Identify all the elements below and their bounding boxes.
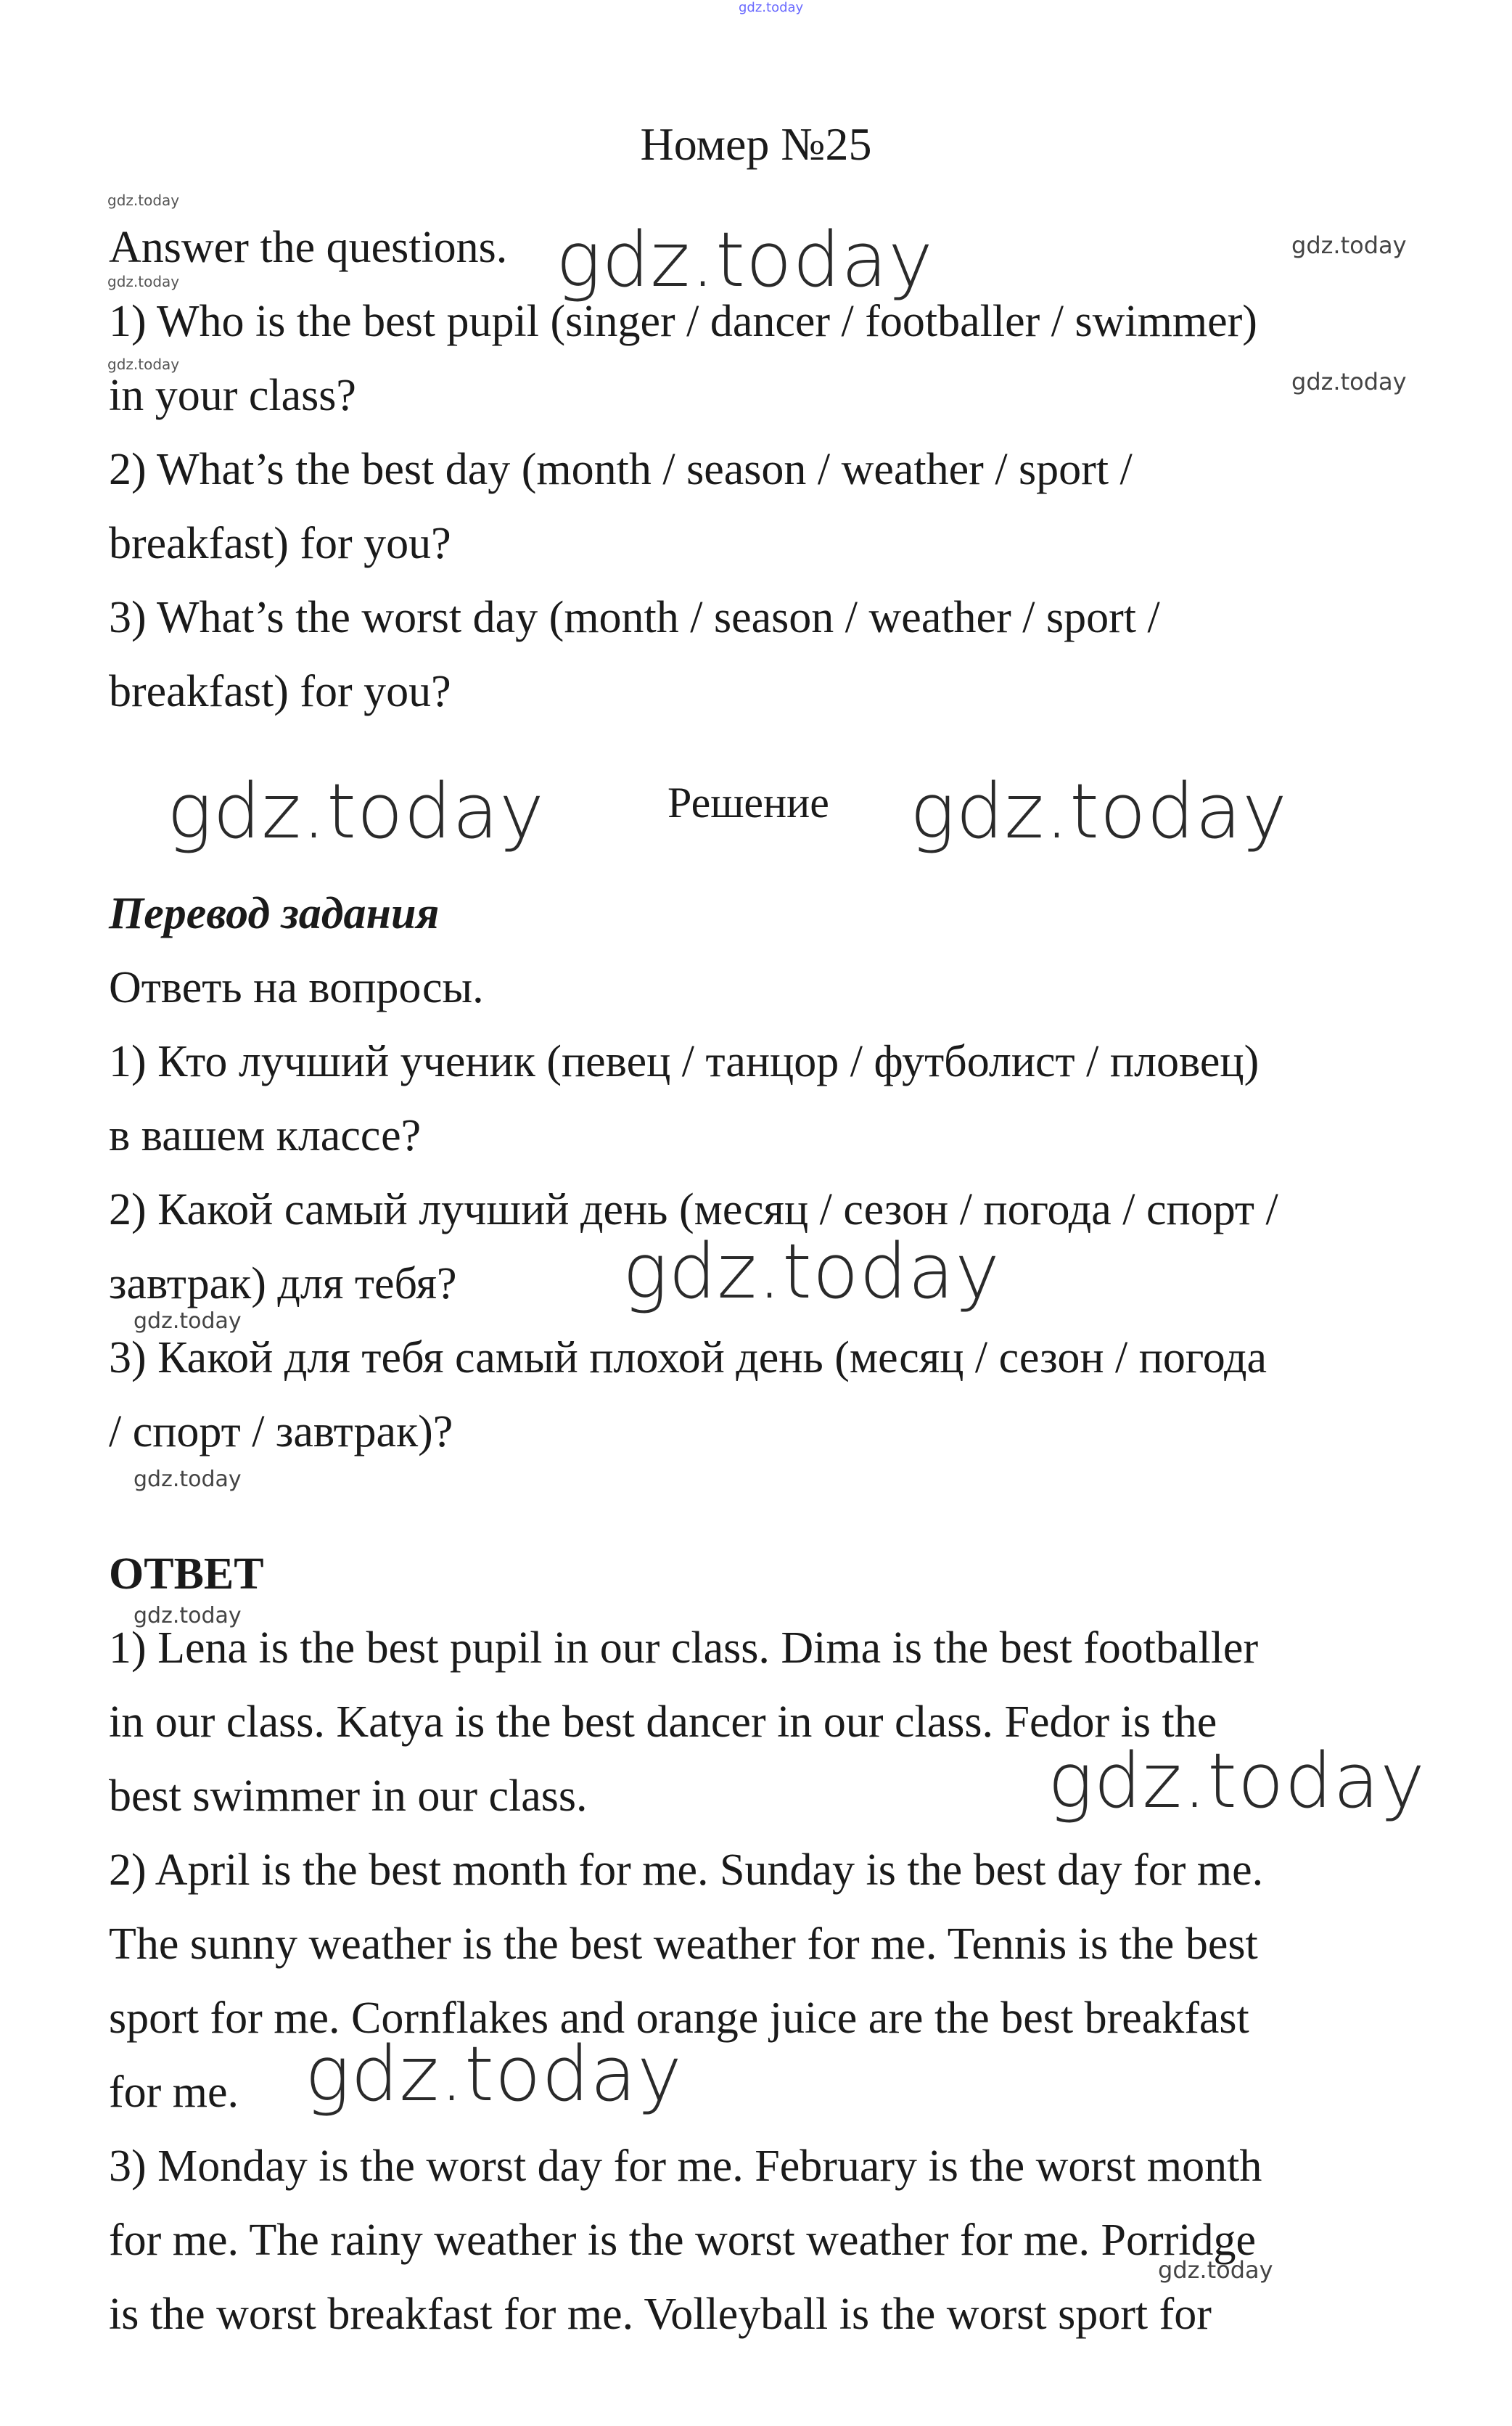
watermark-large: gdz.today — [623, 1227, 1001, 1316]
task-line: 2) What’s the best day (month / season / weather / sport / — [109, 445, 1133, 494]
watermark-medium: gdz.today — [1158, 2256, 1273, 2284]
answer-line: 1) Lena is the best pupil in our class. Dima is the best footballer — [109, 1623, 1259, 1673]
translation-line: завтрак) для тебя? — [109, 1259, 457, 1308]
answer-line: in our class. Katya is the best dancer in our class. Fedor is the — [109, 1697, 1217, 1747]
answer-line: is the worst breakfast for me. Volleyball is the worst sport for — [109, 2290, 1212, 2339]
answer-line: 2) April is the best month for me. Sunday is the best day for me. — [109, 1845, 1264, 1895]
answer-line: 3) Monday is the worst day for me. February is the worst month — [109, 2142, 1262, 2191]
watermark-large: gdz.today — [1048, 1737, 1426, 1825]
watermark-small: gdz.today — [133, 1308, 242, 1334]
translation-line: 3) Какой для тебя самый плохой день (месяц / сезон / погода — [109, 1333, 1267, 1382]
task-line: 1) Who is the best pupil (singer / dancer / footballer / swimmer) — [109, 297, 1257, 346]
answer-line: for me. The rainy weather is the worst weather for me. Porridge — [109, 2216, 1257, 2265]
solution-heading: Решение — [667, 779, 829, 827]
task-line: in your class? — [109, 371, 356, 420]
watermark-large: gdz.today — [305, 2030, 683, 2118]
task-line: Answer the questions. — [109, 223, 508, 272]
watermark-medium: gdz.today — [1291, 368, 1407, 396]
translation-heading: Перевод задания — [109, 889, 440, 938]
translation-line: 1) Кто лучший ученик (певец / танцор / футболист / пловец) — [109, 1037, 1260, 1086]
answer-line: sport for me. Cornflakes and orange juice are the best breakfast — [109, 1993, 1249, 2043]
translation-line: в вашем классе? — [109, 1111, 422, 1160]
watermark-small: gdz.today — [107, 192, 180, 209]
translation-line: 2) Какой самый лучший день (месяц / сезон / погода / спорт / — [109, 1185, 1278, 1234]
answer-line: for me. — [109, 2068, 239, 2117]
translation-line: Ответь на вопросы. — [109, 963, 484, 1012]
watermark-large: gdz.today — [167, 767, 545, 856]
page-title: Номер №25 — [640, 118, 872, 170]
task-line: breakfast) for you? — [109, 519, 451, 568]
watermark-small: gdz.today — [133, 1467, 242, 1492]
watermark-small: gdz.today — [133, 1603, 242, 1628]
answer-line: The sunny weather is the best weather for me. Tennis is the best — [109, 1919, 1258, 1969]
watermark-large: gdz.today — [556, 216, 934, 304]
top-watermark: gdz.today — [739, 0, 804, 15]
translation-line: / спорт / завтрак)? — [109, 1407, 453, 1456]
task-line: breakfast) for you? — [109, 667, 451, 716]
watermark-small: gdz.today — [107, 356, 180, 373]
answer-heading: ОТВЕТ — [109, 1549, 264, 1599]
answer-line: best swimmer in our class. — [109, 1771, 588, 1821]
watermark-medium: gdz.today — [1291, 231, 1407, 259]
watermark-large: gdz.today — [910, 767, 1288, 856]
task-line: 3) What’s the worst day (month / season / weather / sport / — [109, 593, 1160, 642]
watermark-small: gdz.today — [107, 273, 180, 290]
